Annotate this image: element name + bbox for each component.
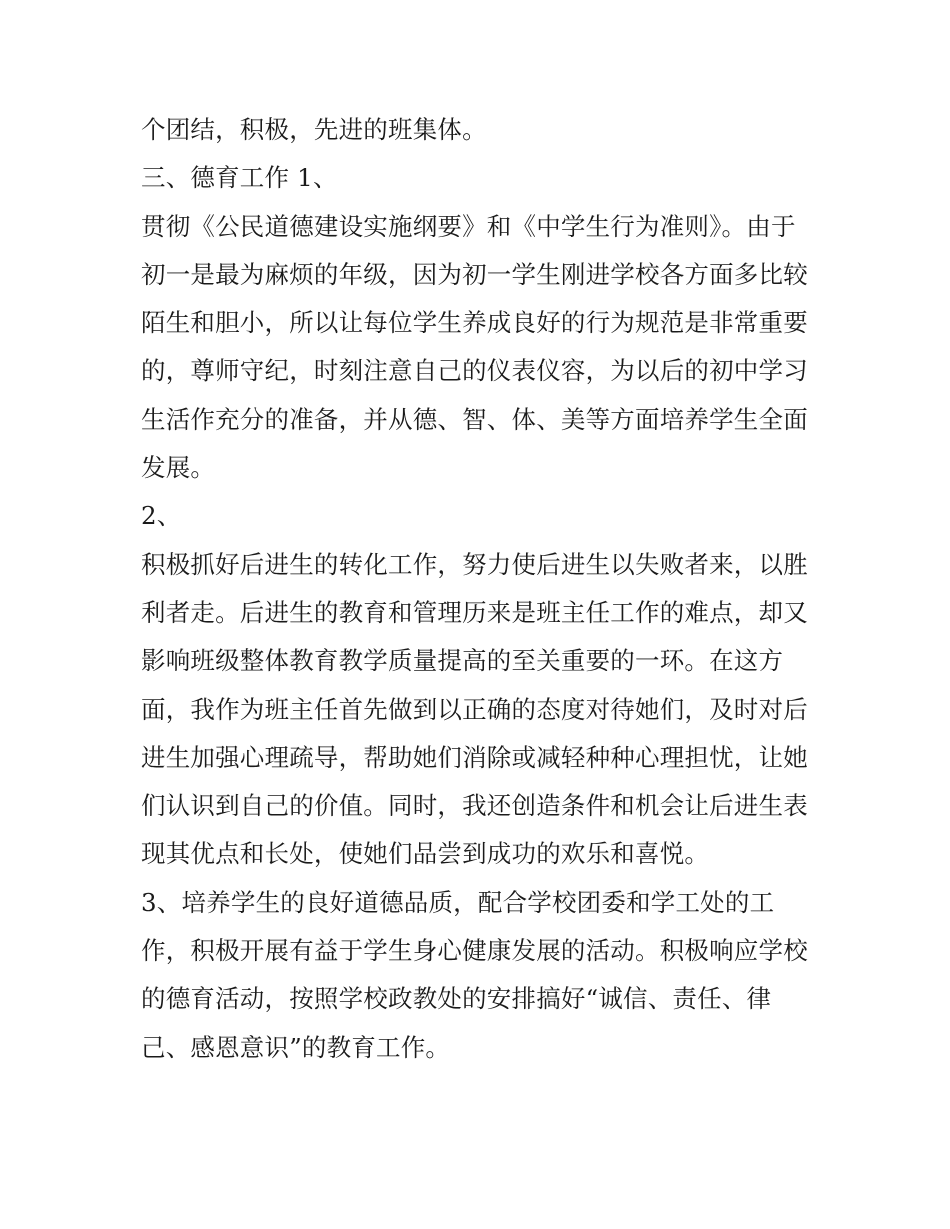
text-line: 初一是最为麻烦的年级，因为初一学生刚进学校各方面多比较 (141, 259, 808, 289)
text-line: 利者走。后进生的教育和管理历来是班主任工作的难点，却又 (141, 597, 808, 627)
text-line: 们认识到自己的价值。同时，我还创造条件和机会让后进生表 (141, 791, 808, 821)
section-heading: 三、德育工作 1、 (141, 163, 338, 193)
text-line: 作，积极开展有益于学生身心健康发展的活动。积极响应学校 (141, 936, 808, 966)
document-body (141, 106, 821, 1072)
text-line: 生活作充分的准备，并从德、智、体、美等方面培养学生全面 (141, 404, 808, 434)
text-line: 发展。 (141, 453, 216, 483)
text-line: 贯彻《公民道德建设实施纲要》和《中学生行为准则》。由于 (141, 211, 796, 241)
text-line: 的德育活动，按照学校政教处的安排搞好“诚信、责任、律 (141, 984, 772, 1014)
text-line: 陌生和胆小，所以让每位学生养成良好的行为规范是非常重要 (141, 308, 808, 338)
text-line: 3、培养学生的良好道德品质，配合学校团委和学工处的工 (141, 887, 775, 917)
text-line: 进生加强心理疏导，帮助她们消除或减轻种种心理担忧，让她 (141, 742, 808, 772)
text-line: 个团结，积极，先进的班集体。 (141, 115, 487, 144)
text-line: 面，我作为班主任首先做到以正确的态度对待她们，及时对后 (141, 694, 808, 724)
text-line: 影响班级整体教育教学质量提高的至关重要的一环。在这方 (141, 646, 784, 676)
item-number: 2、 (141, 501, 182, 531)
text-line: 己、感恩意识”的教育工作。 (141, 1032, 451, 1062)
text-line: 积极抓好后进生的转化工作，努力使后进生以失败者来，以胜 (141, 549, 808, 579)
text-line: 现其优点和长处，使她们品尝到成功的欢乐和喜悦。 (141, 839, 710, 869)
text-line: 的，尊师守纪，时刻注意自己的仪表仪容，为以后的初中学习 (141, 356, 808, 386)
